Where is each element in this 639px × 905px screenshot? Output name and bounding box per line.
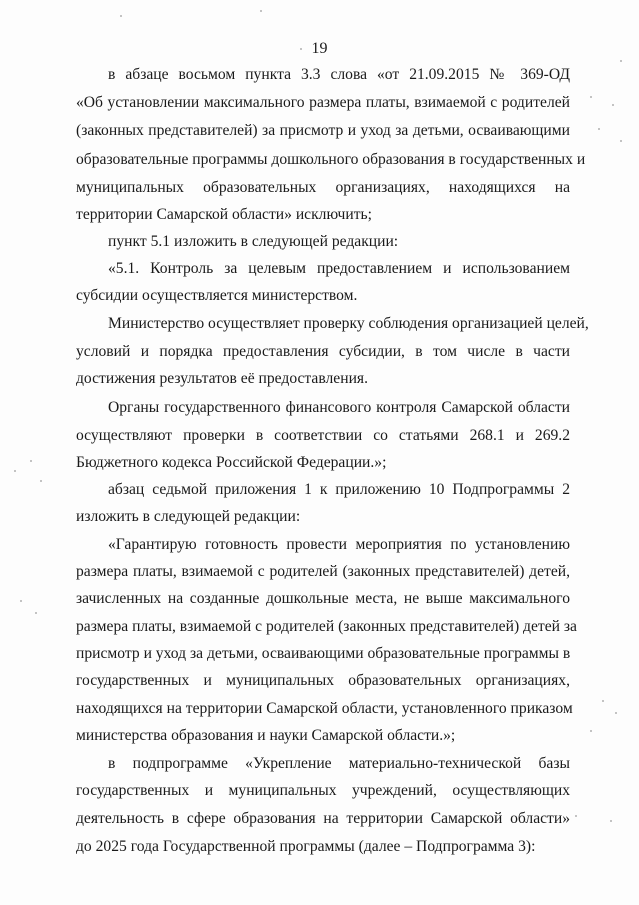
- text-line: размера платы, взимаемой с родителей (законных представителей) детей,: [76, 563, 570, 580]
- text-line: пункт 5.1 изложить в следующей редакции:: [108, 233, 399, 250]
- text-line: находящихся на территории Самарской области, установленного приказом: [76, 700, 573, 717]
- page-number: 19: [311, 40, 328, 57]
- text-line: министерства образования и науки Самарской области.»;: [76, 727, 456, 744]
- scan-speck: [35, 612, 37, 614]
- text-line: субсидии осуществляется министерством.: [76, 287, 358, 304]
- text-line: размера платы, взимаемой с родителей (законных представителей) детей за: [76, 618, 577, 635]
- text-line: «Об установлении максимального размера платы, взимаемой с родителей: [76, 94, 570, 111]
- text-line: государственных и муниципальных образовательных организациях,: [76, 672, 570, 689]
- text-line: зачисленных на созданные дошкольные места, не выше максимального: [76, 590, 570, 607]
- scan-speck: [40, 480, 42, 482]
- text-line: государственных и муниципальных учреждений, осуществляющих: [76, 782, 570, 799]
- scan-speck: [575, 815, 577, 817]
- scan-speck: [620, 60, 622, 62]
- text-line: деятельность в сфере образования на территории Самарской области»: [76, 810, 570, 827]
- scan-speck: [120, 15, 122, 17]
- text-line: присмотр и уход за детьми, осваивающими образовательные программы в: [76, 645, 571, 662]
- text-line: муниципальных образовательных организациях, находящихся на: [76, 179, 570, 196]
- text-line: Органы государственного финансового контроля Самарской области: [108, 399, 570, 416]
- text-line: Министерство осуществляет проверку соблюдения организацией целей,: [108, 315, 589, 332]
- text-line: Бюджетного кодекса Российской Федерации.»;: [76, 454, 387, 471]
- text-line: условий и порядка предоставления субсидии, в том числе в части: [76, 343, 570, 360]
- text-line: «Гарантирую готовность провести мероприятия по установлению: [108, 536, 570, 553]
- text-line: образовательные программы дошкольного образования в государственных и: [76, 151, 586, 168]
- scan-speck: [620, 140, 622, 142]
- scan-speck: [602, 700, 604, 702]
- text-line: территории Самарской области» исключить;: [76, 206, 372, 223]
- scan-speck: [14, 470, 16, 472]
- text-line: изложить в следующей редакции:: [76, 508, 301, 525]
- scan-speck: [612, 104, 614, 106]
- scan-speck: [590, 730, 592, 732]
- text-line: в абзаце восьмом пункта 3.3 слова «от 21.09.2015 № 369-ОД: [108, 66, 570, 83]
- text-line: до 2025 года Государственной программы (далее – Подпрограмма 3):: [76, 838, 536, 855]
- scan-speck: [590, 96, 592, 98]
- scan-speck: [598, 128, 600, 130]
- scan-speck: [610, 820, 612, 822]
- scan-speck: [30, 460, 32, 462]
- scan-speck: [20, 600, 22, 602]
- text-line: (законных представителей) за присмотр и уход за детьми, осваивающими: [76, 122, 570, 139]
- scan-speck: [615, 712, 617, 714]
- scan-speck: [260, 10, 262, 12]
- text-line: абзац седьмой приложения 1 к приложению 10 Подпрограммы 2: [108, 481, 570, 498]
- text-line: достижения результатов её предоставления.: [76, 370, 368, 387]
- text-line: «5.1. Контроль за целевым предоставлением и использованием: [108, 260, 570, 277]
- scan-speck: [300, 48, 302, 50]
- text-line: осуществляют проверки в соответствии со статьями 268.1 и 269.2: [76, 427, 570, 444]
- text-line: в подпрограмме «Укрепление материально-технической базы: [108, 755, 570, 772]
